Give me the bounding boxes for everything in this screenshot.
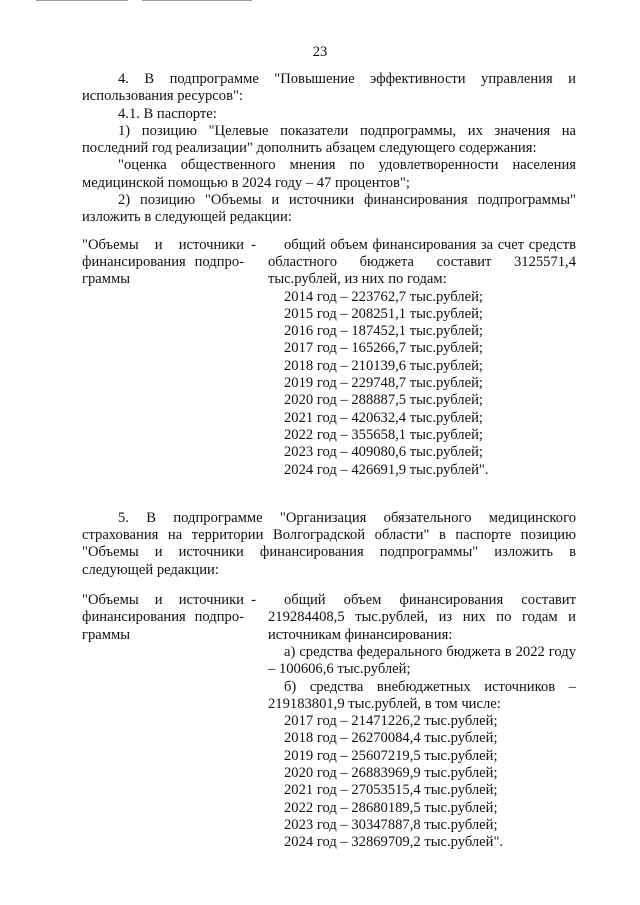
passport-value-column xyxy=(254,237,576,479)
funding-year-line: 2017 год – 21471226,2 тыс.рублей; xyxy=(284,713,498,730)
funding-year-line: 2024 год – 32869709,2 тыс.рублей". xyxy=(284,834,504,851)
funding-year-line: 2016 год – 187452,1 тыс.рублей; xyxy=(284,323,483,340)
funding-year-line: 2019 год – 25607219,5 тыс.рублей; xyxy=(284,747,498,764)
section-4-item-2: 2) позицию "Объемы и источники финансирования подпрограммы" изложить в следующей редакции: xyxy=(82,192,576,226)
funding-year-line: 2019 год – 229748,7 тыс.рублей; xyxy=(284,375,483,392)
funding-years-list xyxy=(268,713,576,851)
funding-year-line: 2014 год – 223762,7 тыс.рублей; xyxy=(284,288,483,305)
passport-value-column xyxy=(254,592,576,851)
extrabudget-text: б) средства внебюджетных источников – 219183801,9 тыс.рублей, в том числе: xyxy=(268,678,576,712)
section-4-quote: "оценка общественного мнения по удовлетворенности населения медицинской помощью в 2024 году – 47 процентов"; xyxy=(82,157,576,191)
funding-year-line: 2023 год – 30347887,8 тыс.рублей; xyxy=(284,816,498,833)
passport-block-5 xyxy=(82,592,576,851)
passport-funding-text: общий объем финансирования составит 219284408,5 тыс.рублей, из них по годам и источникам финансирования: xyxy=(268,592,576,643)
section-5-intro: 5. В подпрограмме "Организация обязательного медицинского страхования на территории Волгоградской области" в паспорте позицию "Объемы и источники финансирования подпрограммы" изложить в следующей редакции: xyxy=(82,509,576,578)
funding-years-list xyxy=(268,289,576,479)
passport-label-column xyxy=(82,237,254,479)
funding-year-line: 2015 год – 208251,1 тыс.рублей; xyxy=(284,305,483,322)
document-body xyxy=(82,71,576,851)
page-number: 23 xyxy=(312,44,328,60)
scan-artifact-line xyxy=(142,0,252,1)
passport-label-column xyxy=(82,592,254,851)
funding-year-line: 2024 год – 426691,9 тыс.рублей". xyxy=(284,461,489,478)
scan-artifact-line xyxy=(36,0,128,1)
passport-dash: - xyxy=(251,592,256,609)
funding-year-line: 2020 год – 26883969,9 тыс.рублей; xyxy=(284,764,498,781)
federal-budget-text: а) средства федерального бюджета в 2022 году – 100606,6 тыс.рублей; xyxy=(268,643,576,678)
funding-year-line: 2022 год – 28680189,5 тыс.рублей; xyxy=(284,799,498,816)
passport-label: "Объемы и источники финансирования подпро-граммы xyxy=(82,236,244,288)
passport-funding-text: общий объем финансирования за счет средств областного бюджета составит 3125571,4 тыс.рублей, из них по годам: xyxy=(268,236,576,288)
passport-label: "Объемы и источники финансирования подпро-граммы xyxy=(82,592,244,643)
funding-year-line: 2018 год – 210139,6 тыс.рублей; xyxy=(284,357,483,374)
section-4-1-heading: 4.1. В паспорте: xyxy=(118,105,217,122)
funding-year-line: 2018 год – 26270084,4 тыс.рублей; xyxy=(284,730,498,747)
funding-year-line: 2022 год – 355658,1 тыс.рублей; xyxy=(284,426,483,443)
section-4-intro: 4. В подпрограмме "Повышение эффективности управления и использования ресурсов": xyxy=(82,71,576,105)
funding-year-line: 2021 год – 420632,4 тыс.рублей; xyxy=(284,409,483,426)
funding-year-line: 2021 год – 27053515,4 тыс.рублей; xyxy=(284,782,498,799)
funding-year-line: 2020 год – 288887,5 тыс.рублей; xyxy=(284,392,483,409)
section-4-item-1: 1) позицию "Целевые показатели подпрограммы, их значения на последний год реализации" дополнить абзацем следующего содержания: xyxy=(82,122,576,157)
funding-year-line: 2017 год – 165266,7 тыс.рублей; xyxy=(284,340,483,357)
passport-dash: - xyxy=(251,236,256,253)
passport-block-4 xyxy=(82,237,576,479)
funding-year-line: 2023 год – 409080,6 тыс.рублей; xyxy=(284,444,483,461)
